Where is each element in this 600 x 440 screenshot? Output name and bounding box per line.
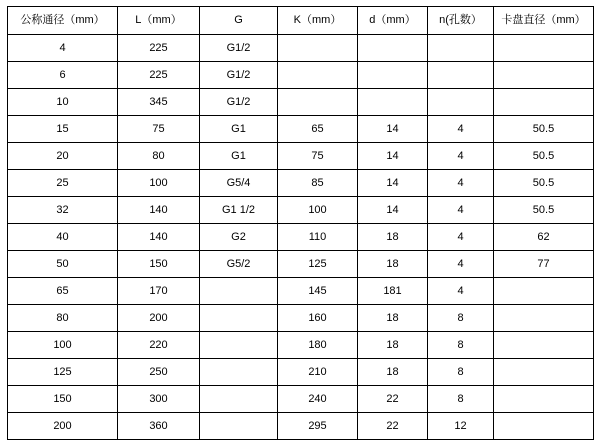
cell-thread [200,305,278,332]
cell-hole-count: 4 [428,224,494,251]
cell-k: 100 [278,197,358,224]
cell-chuck-diameter [494,332,594,359]
table-header [8,7,594,35]
cell-d: 22 [358,386,428,413]
cell-nominal-diameter: 6 [8,62,118,89]
cell-d: 14 [358,170,428,197]
cell-k: 295 [278,413,358,440]
table-row [8,224,594,251]
cell-length: 225 [118,62,200,89]
cell-chuck-diameter [494,278,594,305]
cell-k: 75 [278,143,358,170]
cell-length: 250 [118,359,200,386]
column-header-chuck-diameter: 卡盘直径（mm） [494,7,594,35]
table-row [8,170,594,197]
cell-hole-count: 8 [428,305,494,332]
cell-hole-count: 8 [428,359,494,386]
cell-k: 240 [278,386,358,413]
cell-thread: G1/2 [200,89,278,116]
cell-hole-count: 8 [428,386,494,413]
table-row [8,413,594,440]
cell-thread: G5/4 [200,170,278,197]
cell-length: 200 [118,305,200,332]
cell-d: 14 [358,197,428,224]
cell-length: 75 [118,116,200,143]
specification-table [7,6,594,440]
cell-nominal-diameter: 15 [8,116,118,143]
cell-chuck-diameter [494,413,594,440]
table-row [8,197,594,224]
cell-k: 210 [278,359,358,386]
column-header-nominal-diameter: 公称通径（mm） [8,7,118,35]
cell-thread: G1 [200,116,278,143]
column-header-k: K（mm） [278,7,358,35]
column-header-thread: G [200,7,278,35]
cell-hole-count: 4 [428,197,494,224]
cell-hole-count: 4 [428,170,494,197]
cell-k [278,35,358,62]
cell-nominal-diameter: 10 [8,89,118,116]
cell-length: 150 [118,251,200,278]
cell-chuck-diameter: 50.5 [494,170,594,197]
cell-d: 18 [358,224,428,251]
table-row [8,116,594,143]
column-header-hole-count: n(孔数） [428,7,494,35]
cell-d: 18 [358,332,428,359]
cell-length: 300 [118,386,200,413]
cell-k: 110 [278,224,358,251]
table-row [8,62,594,89]
cell-chuck-diameter [494,386,594,413]
cell-hole-count: 12 [428,413,494,440]
table-row [8,359,594,386]
cell-d: 14 [358,116,428,143]
cell-length: 345 [118,89,200,116]
cell-d: 181 [358,278,428,305]
cell-nominal-diameter: 4 [8,35,118,62]
table-row [8,305,594,332]
cell-chuck-diameter: 50.5 [494,116,594,143]
cell-chuck-diameter: 50.5 [494,197,594,224]
cell-k: 85 [278,170,358,197]
table-row [8,89,594,116]
cell-hole-count: 4 [428,116,494,143]
cell-hole-count [428,35,494,62]
cell-nominal-diameter: 150 [8,386,118,413]
cell-d [358,35,428,62]
cell-d: 22 [358,413,428,440]
cell-chuck-diameter [494,359,594,386]
cell-chuck-diameter: 62 [494,224,594,251]
cell-hole-count: 4 [428,251,494,278]
cell-d: 18 [358,251,428,278]
cell-length: 220 [118,332,200,359]
cell-nominal-diameter: 32 [8,197,118,224]
table-row [8,143,594,170]
cell-k [278,89,358,116]
cell-chuck-diameter: 50.5 [494,143,594,170]
cell-thread [200,413,278,440]
table-body [8,35,594,440]
cell-k: 125 [278,251,358,278]
cell-chuck-diameter [494,62,594,89]
cell-length: 80 [118,143,200,170]
cell-length: 140 [118,197,200,224]
table-row [8,278,594,305]
cell-nominal-diameter: 80 [8,305,118,332]
cell-nominal-diameter: 100 [8,332,118,359]
table-header-row [8,7,594,35]
cell-d [358,89,428,116]
cell-nominal-diameter: 65 [8,278,118,305]
cell-length: 360 [118,413,200,440]
cell-d: 18 [358,359,428,386]
cell-k [278,62,358,89]
cell-d: 18 [358,305,428,332]
cell-nominal-diameter: 50 [8,251,118,278]
cell-k: 145 [278,278,358,305]
cell-chuck-diameter [494,35,594,62]
cell-thread: G5/2 [200,251,278,278]
cell-length: 170 [118,278,200,305]
cell-hole-count: 4 [428,278,494,305]
cell-thread: G1 1/2 [200,197,278,224]
cell-nominal-diameter: 40 [8,224,118,251]
cell-k: 180 [278,332,358,359]
table-row [8,386,594,413]
cell-chuck-diameter [494,305,594,332]
cell-thread: G2 [200,224,278,251]
column-header-d: d（mm） [358,7,428,35]
cell-d: 14 [358,143,428,170]
cell-hole-count [428,89,494,116]
cell-chuck-diameter [494,89,594,116]
cell-thread [200,332,278,359]
cell-chuck-diameter: 77 [494,251,594,278]
cell-hole-count: 4 [428,143,494,170]
cell-d [358,62,428,89]
table-row [8,251,594,278]
cell-thread: G1/2 [200,62,278,89]
cell-hole-count [428,62,494,89]
cell-thread [200,278,278,305]
table-row [8,35,594,62]
cell-thread [200,359,278,386]
cell-nominal-diameter: 20 [8,143,118,170]
cell-k: 65 [278,116,358,143]
cell-thread: G1 [200,143,278,170]
column-header-length: L（mm） [118,7,200,35]
cell-thread: G1/2 [200,35,278,62]
cell-nominal-diameter: 200 [8,413,118,440]
cell-k: 160 [278,305,358,332]
cell-length: 140 [118,224,200,251]
cell-thread [200,386,278,413]
table-row [8,332,594,359]
cell-length: 225 [118,35,200,62]
cell-hole-count: 8 [428,332,494,359]
cell-nominal-diameter: 25 [8,170,118,197]
cell-nominal-diameter: 125 [8,359,118,386]
cell-length: 100 [118,170,200,197]
